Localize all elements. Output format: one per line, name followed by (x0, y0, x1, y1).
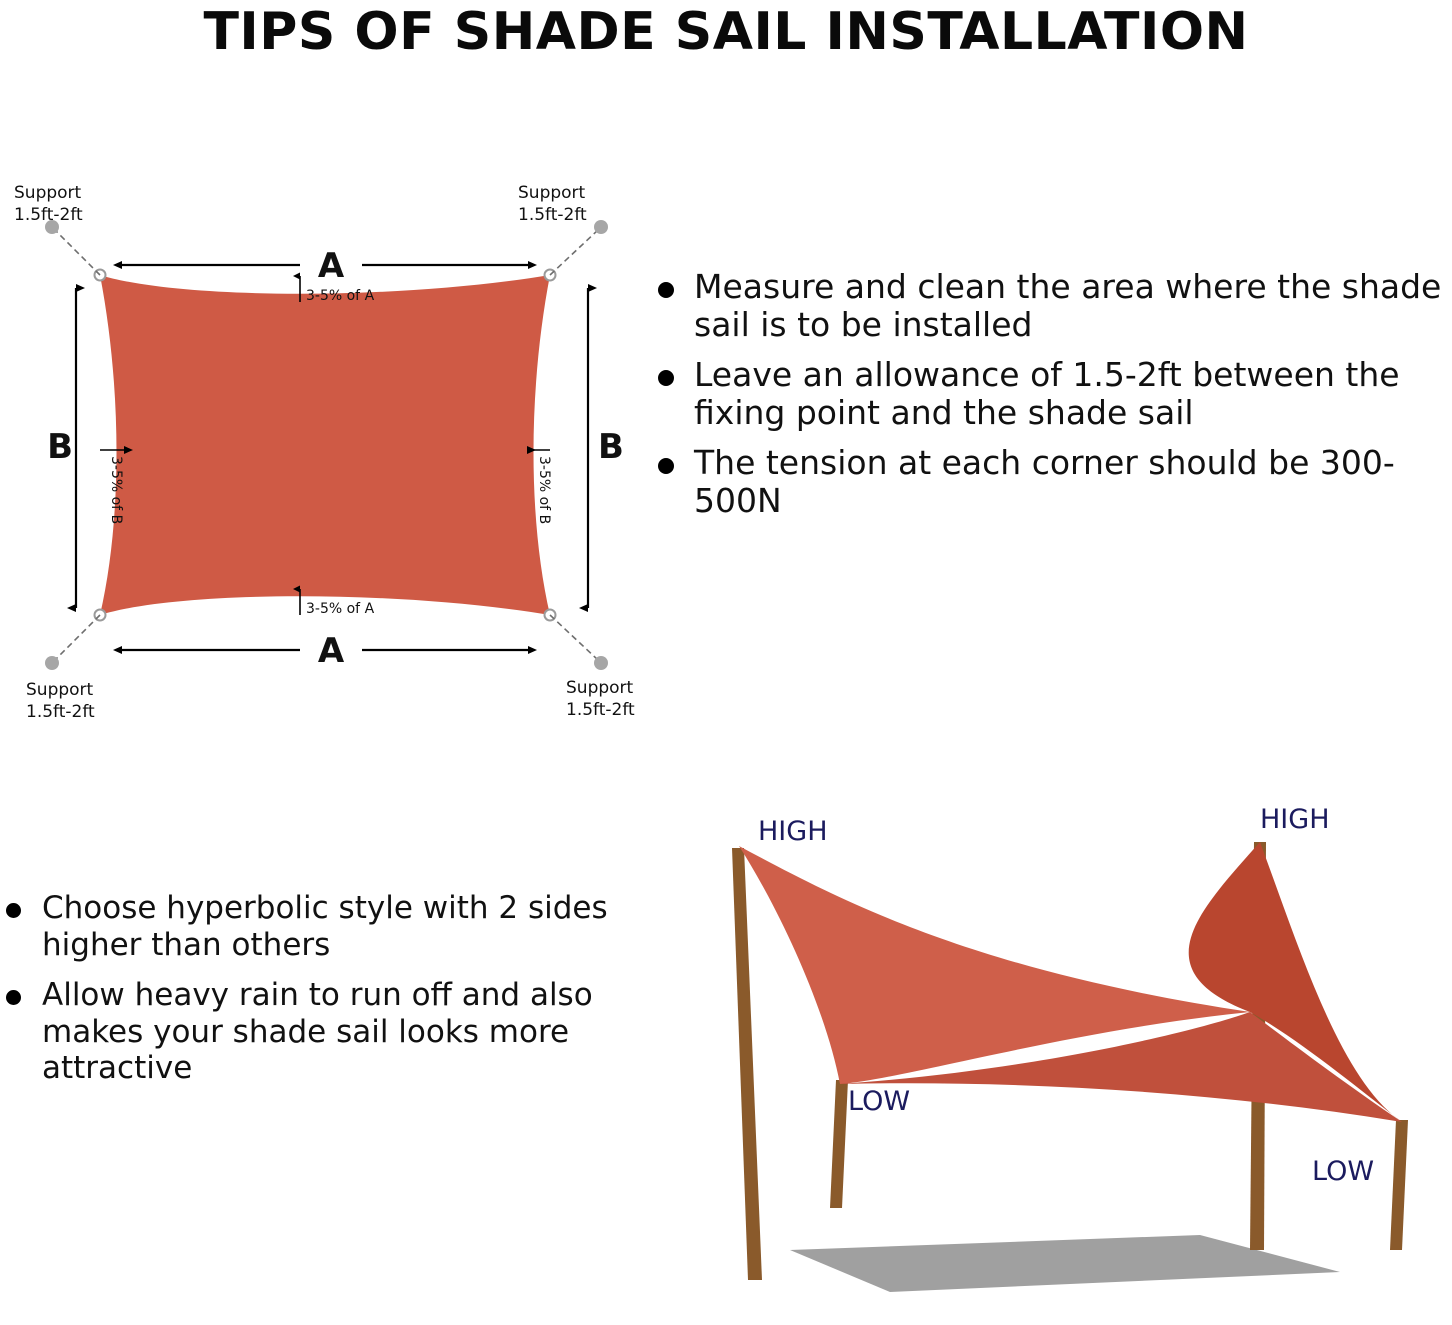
post-low-right (1390, 1120, 1408, 1250)
label-high-right: HIGH (1260, 804, 1330, 835)
support-point-tr (594, 220, 608, 234)
support-line-tr (550, 230, 598, 275)
tip-text: Measure and clean the area where the shade sail is to be installed (694, 267, 1442, 344)
bullet-dot-icon (658, 282, 674, 298)
list-item (648, 444, 1448, 520)
installation-tips-list-top (648, 268, 1448, 532)
page-title: TIPS OF SHADE SAIL INSTALLATION (203, 2, 1249, 62)
bullet-dot-icon (6, 903, 21, 918)
label-curve-top: 3-5% of A (306, 288, 375, 304)
bullet-dot-icon (6, 990, 21, 1005)
bullet-dot-icon (658, 370, 674, 386)
list-item (0, 977, 630, 1087)
sail-shape (100, 275, 550, 615)
list-item (0, 890, 630, 963)
support-label-tr-line1: Support (518, 183, 586, 203)
installation-tips-list-bottom (0, 890, 630, 1101)
list-item (648, 356, 1448, 432)
label-low-right: LOW (1312, 1156, 1375, 1187)
support-line-br (550, 615, 598, 660)
label-curve-left: 3-5% of B (108, 456, 124, 525)
tip-text: Leave an allowance of 1.5-2ft between the fixing point and the shade sail (694, 354, 1400, 432)
label-curve-bottom: 3-5% of A (306, 601, 375, 617)
label-high-left: HIGH (758, 816, 828, 847)
support-line-bl (55, 615, 100, 660)
rectangular-sail-diagram (0, 160, 660, 740)
tip-text: Choose hyperbolic style with 2 sides higher than others (42, 890, 608, 963)
label-bottom-A: A (317, 631, 345, 671)
post-high-left (732, 848, 762, 1280)
support-label-br-line1: Support (566, 678, 634, 698)
support-label-bl-line2: 1.5ft-2ft (26, 702, 95, 722)
label-right-B: B (598, 427, 624, 467)
label-top-A: A (317, 246, 345, 286)
tip-text: Allow heavy rain to run off and also makes your shade sail looks more attractive (42, 977, 593, 1087)
label-low-left: LOW (848, 1086, 911, 1117)
list-item (648, 268, 1448, 344)
support-label-tr-line2: 1.5ft-2ft (518, 205, 587, 225)
support-label-tl-line1: Support (14, 183, 82, 203)
post-low-left (830, 1080, 848, 1208)
hyperbolic-sail-diagram (640, 780, 1452, 1325)
support-label-bl-line1: Support (26, 680, 94, 700)
support-line-tl (55, 230, 100, 275)
label-curve-right: 3-5% of B (536, 456, 552, 525)
support-point-bl (45, 656, 59, 670)
support-label-br-line2: 1.5ft-2ft (566, 700, 635, 720)
label-left-B: B (47, 427, 73, 467)
support-label-tl-line2: 1.5ft-2ft (14, 205, 83, 225)
support-point-br (594, 656, 608, 670)
tip-text: The tension at each corner should be 300-500N (694, 442, 1395, 520)
bullet-dot-icon (658, 458, 674, 474)
